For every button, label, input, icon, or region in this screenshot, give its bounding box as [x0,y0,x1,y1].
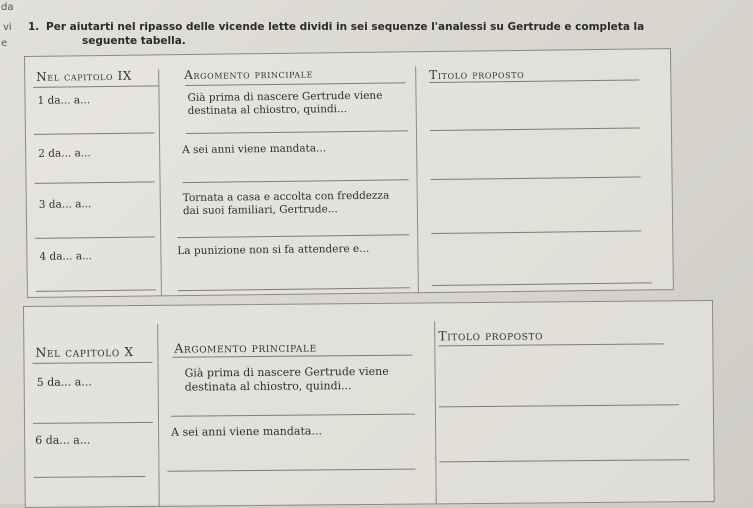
answer-line[interactable] [167,469,415,472]
topic-text: A sei anni viene mandata... [171,424,322,439]
answer-line[interactable] [33,476,145,478]
header-rule [438,343,664,346]
answer-line[interactable] [35,181,155,183]
margin-mark: da [1,2,14,13]
sequence-table-chapter-10 [23,300,715,508]
header-chapter: Nel capitolo X [35,344,134,360]
sequence-range: 1 da... a... [37,94,91,107]
topic-text: La punizione non si fa attendere e... [177,242,370,258]
topic-text: destinata al chiostro, quindi... [184,379,352,394]
exercise-number: 1. [28,21,40,33]
sequence-range: 2 da... a... [38,147,91,160]
sequence-range: 3 da... a... [38,198,92,211]
header-rule [33,85,158,88]
header-topic: Argomento principale [174,339,317,356]
answer-line[interactable] [33,422,153,424]
sequence-range: 5 da... a... [36,375,92,389]
answer-line[interactable] [36,289,156,291]
title-answer-line[interactable] [430,127,640,131]
answer-line[interactable] [186,130,408,134]
title-answer-line[interactable] [439,404,679,407]
header-title: Titolo proposto [429,66,525,83]
title-answer-line[interactable] [431,230,641,234]
topic-text: Già prima di nascere Gertrude viene [184,364,389,380]
margin-mark: e [1,38,8,49]
answer-line[interactable] [178,287,410,291]
title-answer-line[interactable] [431,176,641,180]
answer-line[interactable] [34,132,154,134]
header-chapter: Nel capitolo IX [36,68,133,84]
title-answer-line[interactable] [439,459,689,462]
answer-line[interactable] [177,234,409,238]
exercise-text-line-2: seguente tabella. [82,35,186,47]
topic-text: dai suoi familiari, Gertrude... [182,203,338,218]
answer-line[interactable] [183,179,409,183]
margin-mark: vi [3,22,12,33]
topic-text: Già prima di nascere Gertrude viene [187,89,383,105]
exercise-text-line-1: Per aiutarti nel ripasso delle vicende lette dividi in sei sequenze l'analessi su Gertrude e completa la [46,21,645,33]
header-rule [185,82,405,86]
sequence-table-chapter-9 [24,48,674,298]
answer-line[interactable] [35,236,155,238]
header-topic: Argomento principale [184,66,314,83]
header-title: Titolo proposto [438,327,544,344]
topic-text: A sei anni viene mandata... [182,142,327,157]
title-answer-line[interactable] [432,282,652,286]
column-divider [415,66,419,292]
answer-line[interactable] [171,414,415,417]
topic-text: destinata al chiostro, quindi... [187,103,348,118]
column-divider [158,69,162,295]
column-divider [434,321,437,503]
sequence-range: 6 da... a... [35,433,91,447]
topic-text: Tornata a casa e accolta con freddezza [182,189,390,205]
header-rule [32,362,152,364]
sequence-range: 4 da... a... [39,250,93,263]
column-divider [157,324,160,506]
